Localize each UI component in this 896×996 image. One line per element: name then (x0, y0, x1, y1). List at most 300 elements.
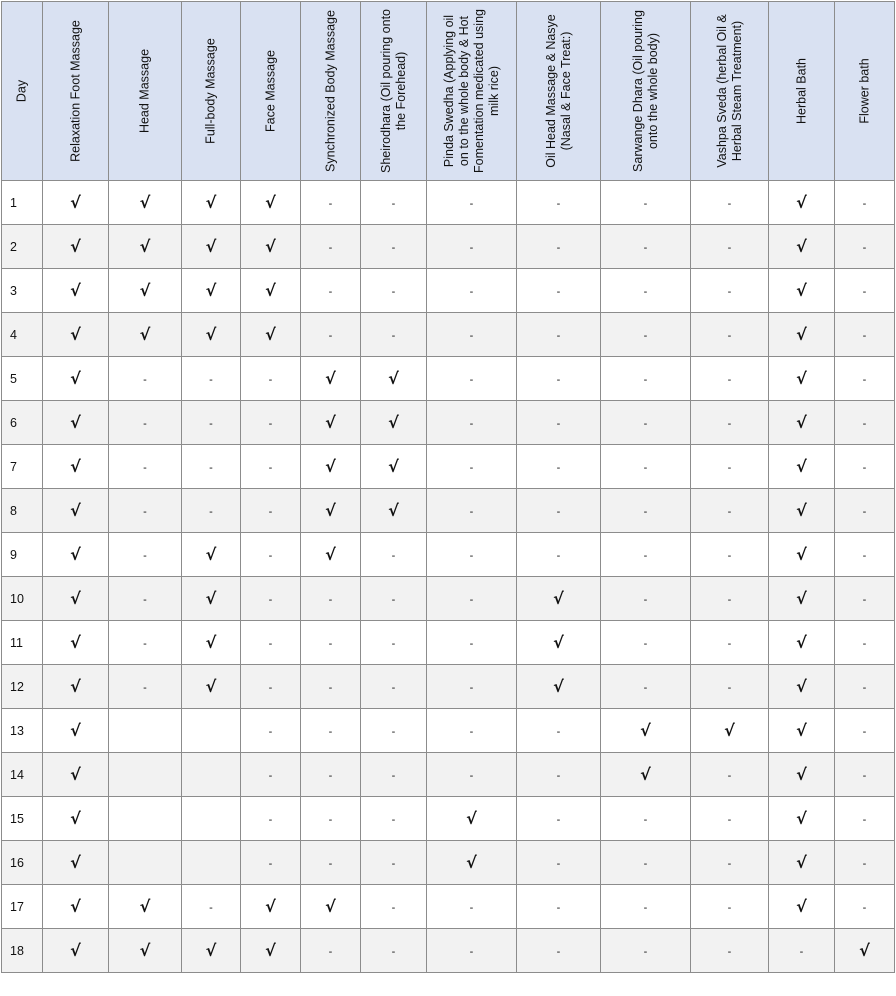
treatment-cell (182, 489, 241, 533)
header-sarwange-dhara (601, 2, 691, 181)
dash-mark: - (727, 197, 732, 210)
day-cell (2, 225, 43, 269)
treatment-cell (691, 489, 769, 533)
dash-mark: - (643, 857, 648, 870)
table-row (2, 181, 895, 225)
dash-mark: - (328, 725, 333, 738)
check-icon: √ (70, 677, 81, 696)
treatment-cell (835, 621, 895, 665)
dash-mark: - (328, 637, 333, 650)
dash-mark: - (391, 813, 396, 826)
check-icon: √ (265, 281, 276, 300)
treatment-cell (517, 357, 601, 401)
day-number: 8 (10, 503, 17, 518)
treatment-cell (427, 577, 517, 621)
dash-mark: - (727, 945, 732, 958)
check-icon: √ (205, 633, 217, 652)
treatment-cell (241, 357, 301, 401)
header-label: Synchronized Body Massage (323, 10, 337, 172)
header-row (2, 2, 895, 181)
treatment-cell (427, 225, 517, 269)
header-day (2, 2, 43, 181)
dash-mark: - (643, 505, 648, 518)
day-number: 15 (10, 811, 24, 826)
treatment-cell (835, 489, 895, 533)
check-icon: √ (553, 677, 564, 696)
check-icon: √ (265, 237, 276, 256)
treatment-cell (361, 269, 427, 313)
treatment-cell (109, 445, 182, 489)
treatment-cell (361, 665, 427, 709)
treatment-cell (109, 621, 182, 665)
check-icon: √ (70, 765, 81, 784)
check-icon: √ (388, 369, 399, 388)
table-row (2, 489, 895, 533)
treatment-cell (241, 577, 301, 621)
treatment-cell (691, 401, 769, 445)
treatment-cell (301, 929, 361, 973)
treatment-cell (109, 225, 182, 269)
treatment-cell (109, 753, 182, 797)
check-icon: √ (325, 897, 336, 916)
treatment-cell (361, 401, 427, 445)
treatment-cell (691, 445, 769, 489)
day-cell (2, 313, 43, 357)
header-flower-bath (835, 2, 895, 181)
dash-mark: - (643, 593, 648, 606)
check-icon: √ (796, 501, 807, 520)
day-number: 9 (10, 547, 17, 562)
table-row (2, 753, 895, 797)
treatment-cell (301, 489, 361, 533)
dash-mark: - (469, 769, 474, 782)
treatment-cell (517, 709, 601, 753)
dash-mark: - (143, 505, 147, 518)
treatment-cell (691, 621, 769, 665)
treatment-cell (301, 797, 361, 841)
table-row (2, 533, 895, 577)
dash-mark: - (643, 681, 648, 694)
dash-mark: - (643, 461, 648, 474)
dash-mark: - (862, 461, 867, 474)
dash-mark: - (862, 901, 867, 914)
treatment-cell (427, 401, 517, 445)
treatment-cell (601, 269, 691, 313)
check-icon: √ (724, 721, 735, 740)
treatment-cell (182, 401, 241, 445)
header-sheirodhara (361, 2, 427, 181)
treatment-cell (517, 621, 601, 665)
treatment-cell (241, 181, 301, 225)
check-icon: √ (325, 413, 336, 432)
day-cell (2, 885, 43, 929)
treatment-cell (769, 445, 835, 489)
dash-mark: - (556, 725, 561, 738)
check-icon: √ (70, 941, 81, 960)
check-icon: √ (70, 281, 81, 300)
header-pinda-swedha (427, 2, 517, 181)
dash-mark: - (268, 637, 273, 650)
table-row (2, 621, 895, 665)
header-label: Vashpa Sveda (herbal Oil & Herbal Steam Treatment) (714, 14, 744, 168)
treatment-cell (241, 665, 301, 709)
treatment-cell (301, 885, 361, 929)
dash-mark: - (328, 945, 333, 958)
treatment-cell (517, 665, 601, 709)
treatment-cell (691, 797, 769, 841)
treatment-cell (691, 269, 769, 313)
table-row (2, 885, 895, 929)
treatment-cell (241, 533, 301, 577)
check-icon: √ (70, 809, 81, 828)
dash-mark: - (328, 857, 333, 870)
check-icon: √ (325, 545, 336, 564)
day-number: 13 (10, 723, 24, 738)
dash-mark: - (328, 285, 333, 298)
day-cell (2, 929, 43, 973)
treatment-cell (43, 753, 109, 797)
check-icon: √ (70, 589, 81, 608)
header-label: Sheirodhara (Oil pouring onto the Forehead) (378, 9, 408, 173)
treatment-cell (427, 709, 517, 753)
dash-mark: - (862, 857, 867, 870)
treatment-cell (835, 181, 895, 225)
table-row (2, 841, 895, 885)
treatment-cell (427, 181, 517, 225)
dash-mark: - (556, 417, 561, 430)
day-cell (2, 797, 43, 841)
treatment-cell (241, 313, 301, 357)
treatment-cell (301, 181, 361, 225)
day-cell (2, 753, 43, 797)
treatment-cell (769, 797, 835, 841)
dash-mark: - (556, 285, 561, 298)
day-cell (2, 621, 43, 665)
check-icon: √ (796, 281, 807, 300)
day-cell (2, 357, 43, 401)
treatment-cell (835, 269, 895, 313)
check-icon: √ (70, 853, 81, 872)
header-face-massage (241, 2, 301, 181)
dash-mark: - (862, 593, 867, 606)
check-icon: √ (70, 501, 81, 520)
treatment-cell (517, 225, 601, 269)
dash-mark: - (469, 901, 474, 914)
check-icon: √ (70, 633, 81, 652)
dash-mark: - (727, 901, 732, 914)
dash-mark: - (727, 329, 732, 342)
dash-mark: - (143, 417, 147, 430)
dash-mark: - (862, 241, 867, 254)
treatment-cell (241, 709, 301, 753)
treatment-cell (361, 181, 427, 225)
treatment-cell (769, 621, 835, 665)
dash-mark: - (328, 813, 333, 826)
treatment-cell (427, 841, 517, 885)
header-head-massage (109, 2, 182, 181)
dash-mark: - (391, 285, 396, 298)
treatment-cell (241, 753, 301, 797)
day-cell (2, 269, 43, 313)
check-icon: √ (139, 897, 151, 916)
dash-mark: - (469, 593, 474, 606)
treatment-cell (835, 753, 895, 797)
treatment-cell (109, 885, 182, 929)
day-number: 17 (10, 899, 24, 914)
day-number: 12 (10, 679, 24, 694)
dash-mark: - (469, 945, 474, 958)
treatment-cell (691, 885, 769, 929)
dash-mark: - (556, 241, 561, 254)
treatment-cell (43, 577, 109, 621)
dash-mark: - (328, 241, 333, 254)
dash-mark: - (727, 241, 732, 254)
dash-mark: - (328, 593, 333, 606)
check-icon: √ (796, 765, 807, 784)
dash-mark: - (556, 197, 561, 210)
check-icon: √ (796, 545, 807, 564)
dash-mark: - (268, 373, 273, 386)
treatment-cell (109, 401, 182, 445)
dash-mark: - (268, 725, 273, 738)
treatment-cell (43, 489, 109, 533)
treatment-cell (769, 489, 835, 533)
treatment-cell (517, 533, 601, 577)
dash-mark: - (391, 637, 396, 650)
check-icon: √ (139, 941, 151, 960)
treatment-cell (835, 885, 895, 929)
treatment-cell (43, 445, 109, 489)
treatment-cell (517, 753, 601, 797)
treatment-cell (241, 489, 301, 533)
treatment-cell (43, 709, 109, 753)
day-number: 4 (10, 327, 17, 342)
header-label: Relaxation Foot Massage (68, 20, 82, 162)
dash-mark: - (862, 417, 867, 430)
treatment-cell (43, 885, 109, 929)
check-icon: √ (796, 809, 807, 828)
table-body (2, 181, 895, 973)
dash-mark: - (209, 373, 213, 386)
treatment-cell (301, 401, 361, 445)
treatment-cell (835, 577, 895, 621)
treatment-cell (835, 313, 895, 357)
day-number: 16 (10, 855, 24, 870)
dash-mark: - (143, 549, 147, 562)
treatment-cell (241, 885, 301, 929)
treatment-cell (109, 577, 182, 621)
header-herbal-bath (769, 2, 835, 181)
check-icon: √ (205, 281, 217, 300)
day-number: 5 (10, 371, 17, 386)
treatment-cell (241, 841, 301, 885)
treatment-cell (109, 269, 182, 313)
treatment-cell (601, 489, 691, 533)
header-label: Flower bath (857, 58, 871, 124)
treatment-cell (109, 489, 182, 533)
check-icon: √ (205, 237, 217, 256)
check-icon: √ (796, 633, 807, 652)
treatment-cell (517, 181, 601, 225)
check-icon: √ (466, 853, 477, 872)
check-icon: √ (388, 501, 399, 520)
check-icon: √ (796, 897, 807, 916)
day-cell (2, 709, 43, 753)
dash-mark: - (469, 681, 474, 694)
check-icon: √ (70, 193, 81, 212)
treatment-cell (769, 885, 835, 929)
dash-mark: - (799, 945, 804, 958)
treatment-cell (517, 841, 601, 885)
day-number: 11 (10, 635, 23, 650)
dash-mark: - (328, 197, 333, 210)
treatment-cell (361, 577, 427, 621)
dash-mark: - (469, 549, 474, 562)
treatment-cell (691, 577, 769, 621)
treatment-cell (301, 709, 361, 753)
dash-mark: - (643, 373, 648, 386)
check-icon: √ (796, 677, 807, 696)
treatment-cell (361, 313, 427, 357)
dash-mark: - (469, 637, 474, 650)
dash-mark: - (469, 373, 474, 386)
check-icon: √ (388, 413, 399, 432)
treatment-cell (517, 269, 601, 313)
dash-mark: - (862, 285, 867, 298)
check-icon: √ (139, 237, 151, 256)
dash-mark: - (469, 285, 474, 298)
treatment-cell (301, 225, 361, 269)
day-cell (2, 181, 43, 225)
dash-mark: - (556, 857, 561, 870)
treatment-cell (517, 313, 601, 357)
day-cell (2, 489, 43, 533)
treatment-cell (361, 929, 427, 973)
dash-mark: - (862, 813, 867, 826)
treatment-cell (182, 313, 241, 357)
treatment-cell (109, 313, 182, 357)
treatment-cell (769, 269, 835, 313)
treatment-cell (601, 181, 691, 225)
dash-mark: - (556, 549, 561, 562)
table-row (2, 577, 895, 621)
treatment-cell (691, 357, 769, 401)
table-header (2, 2, 895, 181)
treatment-cell (769, 753, 835, 797)
treatment-cell (601, 401, 691, 445)
dash-mark: - (727, 417, 732, 430)
treatment-cell (517, 401, 601, 445)
treatment-cell (427, 885, 517, 929)
day-cell (2, 445, 43, 489)
header-label: Sarwange Dhara (Oil pouring onto the whole body) (630, 10, 660, 172)
dash-mark: - (268, 681, 273, 694)
dash-mark: - (643, 813, 648, 826)
treatment-cell (301, 533, 361, 577)
treatment-cell (182, 533, 241, 577)
treatment-cell (361, 753, 427, 797)
treatment-cell (361, 841, 427, 885)
dash-mark: - (727, 461, 732, 474)
treatment-cell (182, 665, 241, 709)
dash-mark: - (727, 857, 732, 870)
check-icon: √ (388, 457, 399, 476)
treatment-cell (361, 797, 427, 841)
dash-mark: - (556, 373, 561, 386)
check-icon: √ (265, 193, 276, 212)
treatment-cell (691, 313, 769, 357)
treatment-cell (517, 797, 601, 841)
treatment-cell (601, 841, 691, 885)
treatment-cell (43, 401, 109, 445)
treatment-cell (691, 709, 769, 753)
treatment-cell (769, 181, 835, 225)
header-label: Day (14, 79, 29, 103)
dash-mark: - (469, 197, 474, 210)
treatment-cell (182, 357, 241, 401)
day-cell (2, 665, 43, 709)
treatment-cell (427, 269, 517, 313)
dash-mark: - (143, 637, 147, 650)
dash-mark: - (268, 813, 273, 826)
treatment-cell (361, 885, 427, 929)
dash-mark: - (643, 637, 648, 650)
check-icon: √ (70, 237, 81, 256)
check-icon: √ (139, 281, 151, 300)
treatment-cell (241, 445, 301, 489)
dash-mark: - (391, 945, 396, 958)
treatment-cell (301, 357, 361, 401)
treatment-cell (182, 269, 241, 313)
treatment-cell (109, 929, 182, 973)
dash-mark: - (556, 505, 561, 518)
dash-mark: - (862, 329, 867, 342)
dash-mark: - (727, 637, 732, 650)
dash-mark: - (727, 549, 732, 562)
table-row (2, 225, 895, 269)
day-number: 2 (10, 239, 17, 254)
treatment-cell (182, 445, 241, 489)
treatment-cell (517, 929, 601, 973)
check-icon: √ (640, 765, 651, 784)
table-row (2, 269, 895, 313)
treatment-cell (182, 621, 241, 665)
dash-mark: - (643, 197, 648, 210)
dash-mark: - (391, 769, 396, 782)
dash-mark: - (143, 373, 147, 386)
treatment-cell (691, 929, 769, 973)
check-icon: √ (553, 633, 564, 652)
treatment-cell (601, 621, 691, 665)
treatment-cell (43, 533, 109, 577)
check-icon: √ (640, 721, 651, 740)
dash-mark: - (209, 901, 213, 914)
check-icon: √ (70, 897, 81, 916)
dash-mark: - (643, 549, 648, 562)
dash-mark: - (328, 329, 333, 342)
treatment-cell (43, 929, 109, 973)
check-icon: √ (265, 941, 276, 960)
treatment-cell (835, 841, 895, 885)
treatment-cell (241, 621, 301, 665)
treatment-cell (517, 489, 601, 533)
treatment-cell (601, 709, 691, 753)
treatment-cell (835, 357, 895, 401)
treatment-cell (601, 665, 691, 709)
dash-mark: - (862, 769, 867, 782)
table-row (2, 797, 895, 841)
dash-mark: - (727, 813, 732, 826)
